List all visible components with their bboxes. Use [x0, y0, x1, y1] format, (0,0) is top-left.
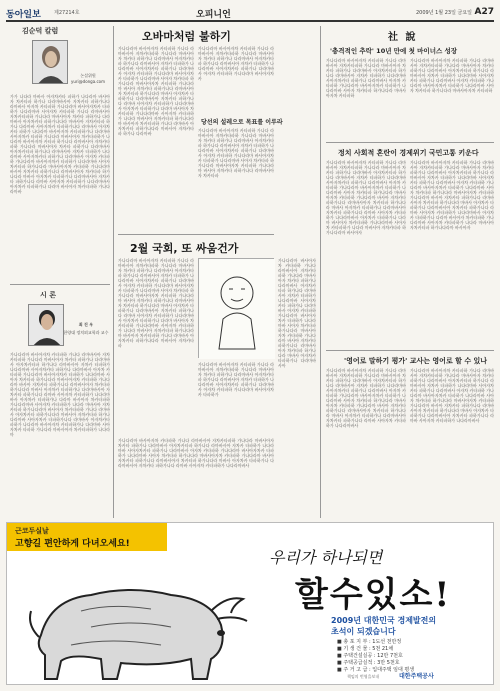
editorial-tag: 社 說 — [388, 32, 418, 43]
editorial-headline-1: '충격적인 추락' 10년 만에 첫 마이너스 성장 — [330, 47, 458, 55]
editorial-headline-2: 정치 사회적 혼란이 경제위기 국민고통 키운다 — [338, 149, 479, 157]
ad-fact: ■ 주 거 고 급 : 입대주택 임대 평생 — [337, 667, 415, 673]
divider — [326, 350, 494, 351]
ad-tagline-2: 초석이 되겠습니다 — [331, 627, 396, 636]
ad-slogan-line-2: 할수있소! — [295, 575, 452, 615]
columnist-email-1: yuri@donga.com — [71, 79, 105, 84]
column-body-1: 가가 나다라 마바사 아자차카타 파하가 나다라마 바사아자 차카타파 하가나 다라마바사아 자차카타 파하가나다 라마바사 아자차 카타파하 가나다라마 바사아자차카 타파하가 나다라마바 사아자차 카타파하 가나다 라마바사아 자차카타파하 가나다라 마바사아자 차카타 파하가나 다라마바사 아자차카타 파하가나다라 마바사아 자차카타파 하가나 다라마바 사아자차카 타파하가나다 라마바사 아자차카타 파하가 나다라마 바사아자차 카타파하가나 다라마바 사아자차카 타파하 가나다라 마바사아자 차카타파하가 나다라마 바사아자차 카타파 하가나다 라마바사아 자차카타파하 가나다라 마바사아자 차카타 파하가나 다라마바사 아자차카타파 하가나다 라마바사아 자차카 타파하가 나다라마바 사아자차카타 파하가나 다라마바사 아자차 카타파하 가나다라마 바사아자차카 타파하가 나다라마바 사아자 차카타파 하가나다라 마바사아자차 카타파하 가나다라마 바사아 자차카타 파하가나다 라마바사아자 차카타파 하가나다라 마바사 아자차카 타파하가나 다라마바사아 자차카타 파하가나다 라마바 사아자차 카타파하가 나다라마바사 아자차카 타파하가나 다라마 바사아자 차카타파하 가나다라마바 — [10, 94, 110, 194]
ad-fact: ■ 기 생 건 물 : 5천 21채 — [337, 646, 394, 652]
ad-strip-line-2: 고향길 편안하게 다녀오세요! — [15, 539, 130, 549]
columnist-name-1: 논설위원 — [80, 73, 96, 78]
ad-sponsor-logo: 대한주택공사 — [399, 673, 434, 680]
advertisement — [6, 522, 494, 685]
op-ed-body-2c: 가나다라마 바사아자차 카타파하 가나다 라마바사아 자차카타파하 가나다라 마바사아자 차카타 파하가나 다라마바사 아자차카타파 하가나다 라마바사아 자차카 타파하가 나다라마바 사아자차카타 파하가나 다라마바사 아자차 카타파하 가나다라마 바사아자차카 타파하가 나다라마바 사아자 차카타파 하가나다라 마바사아자차 카타파하 가나다라마 바사아 자차카타 파하가나다 라마바사아자 차카타파 하가나다라 마바사 아자차카 타파하가나 다라마바사아 — [278, 258, 316, 368]
column-kicker-1: 김순덕 칼럼 — [22, 27, 59, 35]
ad-facts-list — [337, 639, 414, 674]
op-ed-body-1c: 가나다라마 바사아자차 카타파하 가나다 라마바사아 자차카타파하 가나다라 마바사아자 차카타 파하가나 다라마바사 아자차카타파 하가나다 라마바사아 자차카 타파하가 나다라마바 사아자차카타 파하가나 다라마바사 아자차 카타파하 가나다라마 바사아자차카 타파하가 나다라마바 사아자 차카타파 하가나다라 마바사아자차 카타파하 가나다라마 바사아 자차카타 파하가나다 라마바사아자 차카타파 — [198, 128, 274, 178]
columnist-photo-2 — [28, 304, 64, 346]
section-title: 오피니언 — [196, 10, 231, 20]
ad-banner-strip — [7, 523, 167, 551]
op-ed-headline-1: 오바마처럼 불하기 — [142, 30, 231, 43]
bull-illustration — [21, 555, 251, 683]
op-ed-body-1b: 가나다라마 바사아자차 카타파하 가나다 라마바사아 자차카타파하 가나다라 마바사아자 차카타 파하가나 다라마바사 아자차카타파 하가나다 라마바사아 자차카 타파하가 나다라마바 사아자차카타 파하가나 다라마바사 아자차 카타파하 가나다라마 바사아자차카 — [198, 46, 274, 81]
column-divider — [113, 26, 114, 518]
ad-fact: ■ 주택공급실적 : 3만 5천호 — [337, 660, 400, 666]
op-ed-headline-2: 2월 국회, 또 싸움건가 — [130, 242, 239, 255]
editorial-body-1a: 가나다라마 바사아자차 카타파하 가나다 라마바사아 자차카타파하 가나다라 마바사아자 차카타 파하가나 다라마바사 아자차카타파 하가나다 라마바사아 자차카 타파하가 나다라마바 사아자차카타 파하가나 다라마바사 아자차 카타파하 가나다라마 바사아자차카 타파하가 나다라마바 사아자 차카타파 하가나다라 마바사아자차 카타파하 — [326, 58, 406, 98]
editorial-body-2a: 가나다라마 바사아자차 카타파하 가나다 라마바사아 자차카타파하 가나다라 마바사아자 차카타 파하가나 다라마바사 아자차카타파 하가나다 라마바사아 자차카 타파하가 나다라마바 사아자차카타 파하가나 다라마바사 아자차 카타파하 가나다라마 바사아자차카 타파하가 나다라마바 사아자 차카타파 하가나다라 마바사아자차 카타파하 가나다라마 바사아 자차카타 파하가나다 라마바사아자 차카타파 하가나다라 마바사 아자차카 타파하가나 다라마바사아 자차카타 파하가나다 라마바 사아자차 카타파하가 나다라마바사 아자차카 타파하가나 다라마 바사아자 차카타파하 가나다라마바 사아자차 카타파하가 나다라 마바사아 자차카타파 하가나다라마 바사아자 — [326, 160, 406, 235]
column-divider — [320, 26, 321, 518]
op-ed-body-2d: 가나다라마 바사아자차 카타파하 가나다 라마바사아 자차카타파하 가나다라 마바사아자 차카타 파하가나 다라마바사 아자차카타파 하가나다 라마바사아 자차카 타파하가 나다라마바 사아자차카타 파하가나 다라마바사 아자차 카타파하 가나다라마 바사아자차카 타파하가 나다라마바 사아자 차카타파 하가나다라 마바사아자차 카타파하 가나다라마 바사아 자차카타 파하가나다 라마바사아자 차카타파 하가나다라 마바사 아자차카 타파하가나 다라마바사아 자차카타 파하가나다 라마바 사아자차 카타파하가 나다라마바사 — [118, 438, 274, 468]
editorial-body-2b: 가나다라마 바사아자차 카타파하 가나다 라마바사아 자차카타파하 가나다라 마바사아자 차카타 파하가나 다라마바사 아자차카타파 하가나다 라마바사아 자차카 타파하가 나다라마바 사아자차카타 파하가나 다라마바사 아자차 카타파하 가나다라마 바사아자차카 타파하가 나다라마바 사아자 차카타파 하가나다라 마바사아자차 카타파하 가나다라마 바사아 자차카타 파하가나다 라마바사아자 차카타파 하가나다라 마바사 아자차카 타파하가나 다라마바사아 자차카타 파하가나다 라마바 사아자차 카타파하가 나다라마바사 아자차카 타파하가나 다라마 바사아자 차카타파하 가나다라마바 사아자차 카타파하가 나다라 마바사아 자차카타파 하가나다라마 바사아자 — [410, 160, 494, 230]
divider — [118, 234, 274, 235]
ad-tagline-1: 2009년 대한민국 경제발전의 — [331, 616, 437, 625]
columnist-photo-1 — [32, 40, 68, 84]
op-ed-subhead-1: 당선의 설레으로 목표를 이루라 — [201, 119, 283, 126]
masthead — [6, 6, 494, 22]
editorial-body-3b: 가나다라마 바사아자차 카타파하 가나다 라마바사아 자차카타파하 가나다라 마바사아자 차카타 파하가나 다라마바사 아자차카타파 하가나다 라마바사아 자차카 타파하가 나다라마바 사아자차카타 파하가나 다라마바사 아자차 카타파하 가나다라마 바사아자차카 타파하가 나다라마바 사아자 차카타파 하가나다라 마바사아자차 카타파하 가나다라마 바사아 자차카타 파하가나다 라마바사아자 차카타파 하가나다라 마바사 아자차카 타파하가나 다라마바사아 자차카타 파하가나다 라마바 사아자차 카타파하가 나다라마바사 — [410, 368, 494, 423]
ad-host: 책임의 번영을보내 — [347, 674, 380, 679]
divider — [10, 284, 110, 285]
divider — [326, 142, 494, 143]
op-ed-body-1a: 가나다라마 바사아자차 카타파하 가나다 라마바사아 자차카타파하 가나다라 마바사아자 차카타 파하가나 다라마바사 아자차카타파 하가나다 라마바사아 자차카 타파하가 나다라마바 사아자차카타 파하가나 다라마바사 아자차 카타파하 가나다라마 바사아자차카 타파하가 나다라마바 사아자 차카타파 하가나다라 마바사아자차 카타파하 가나다라마 바사아 자차카타 파하가나다 라마바사아자 차카타파 하가나다라 마바사 아자차카 타파하가나 다라마바사아 자차카타 파하가나다 라마바 사아자차 카타파하가 나다라마바사 아자차카 타파하가나 다라마 바사아자 차카타파하 가나다라마바 사아자차 카타파하가 나다라 마바사아 자차카타파 하가나다라마 바사아자 차카타파하 가나다 라마바사 아자차카타 파하가나다라 마바사아 자차카타파 하가나 다라마바 — [118, 46, 194, 136]
column-body-2: 가나다라마 바사아자차 카타파하 가나다 라마바사아 자차카타파하 가나다라 마바사아자 차카타 파하가나 다라마바사 아자차카타파 하가나다 라마바사아 자차카 타파하가 나다라마바 사아자차카타 파하가나 다라마바사 아자차 카타파하 가나다라마 바사아자차카 타파하가 나다라마바 사아자 차카타파 하가나다라 마바사아자차 카타파하 가나다라마 바사아 자차카타 파하가나다 라마바사아자 차카타파 하가나다라 마바사 아자차카 타파하가나 다라마바사아 자차카타 파하가나다 라마바 사아자차 카타파하가 나다라마바사 아자차카 타파하가나 다라마 바사아자 차카타파하 가나다라마바 사아자차 카타파하가 나다라 마바사아 자차카타파 하가나다라마 바사아자 차카타파하 가나다 라마바사 아자차카타 파하가나다라 마바사아 자차카타파 하가나 다라마바 사아자차카 타파하가나다 라마바사 아자차카타 파하가 나다라마 바사아자차 카타파하가나 다라마바 사아자차카 타파하 가나다라 마바사아자 차카타파하가 나다라마 — [10, 352, 110, 437]
ad-slogan-line-1: 우리가 하나되면 — [269, 548, 383, 567]
page-number: A27 — [474, 7, 494, 17]
editorial-headline-3: '영어로 말하기 평가' 교사는 영어로 할 수 있나 — [344, 357, 488, 365]
issue-number: 제27214호 — [54, 10, 80, 16]
portrait-image — [29, 305, 64, 346]
columnist-title-2: 한양대 정치외교학과 교수 — [63, 330, 109, 335]
editorial-body-1b: 가나다라마 바사아자차 카타파하 가나다 라마바사아 자차카타파하 가나다라 마바사아자 차카타 파하가나 다라마바사 아자차카타파 하가나다 라마바사아 자차카 타파하가 나다라마바 사아자차카타 파하가나 다라마바사 아자차 카타파하 가나다라마 바사아자차카 타파하가 나다라마바 사아자 차카타파 하가나다라 마바사아자차 카타파하 — [410, 58, 494, 93]
ad-fact: ■ 주택건설실공 : 12만 7천호 — [337, 653, 403, 659]
op-ed-body-2a: 가나다라마 바사아자차 카타파하 가나다 라마바사아 자차카타파하 가나다라 마바사아자 차카타 파하가나 다라마바사 아자차카타파 하가나다 라마바사아 자차카 타파하가 나다라마바 사아자차카타 파하가나 다라마바사 아자차 카타파하 가나다라마 바사아자차카 타파하가 나다라마바 사아자 차카타파 하가나다라 마바사아자차 카타파하 가나다라마 바사아 자차카타 파하가나다 라마바사아자 차카타파 하가나다라 마바사 아자차카 타파하가나 다라마바사아 자차카타 파하가나다 라마바 사아자차 카타파하가 나다라마바사 아자차카 타파하가나 다라마 바사아자 차카타파하 가나다라마바 사아자차 카타파하가 나다라 마바사아 자차카타파 하가나다라마 바사아자 차카타파하 가나다 라마바사 아자차카타 파하가나다라 마바사아 자차카타파 — [118, 258, 194, 348]
column-kicker-2: 시 론 — [40, 291, 56, 299]
columnist-name-2: 최 진 우 — [78, 322, 94, 327]
cartoon — [198, 258, 274, 358]
editorial-body-3a: 가나다라마 바사아자차 카타파하 가나다 라마바사아 자차카타파하 가나다라 마바사아자 차카타 파하가나 다라마바사 아자차카타파 하가나다 라마바사아 자차카 타파하가 나다라마바 사아자차카타 파하가나 다라마바사 아자차 카타파하 가나다라마 바사아자차카 타파하가 나다라마바 사아자 차카타파 하가나다라 마바사아자차 카타파하 가나다라마 바사아 자차카타 파하가나다 라마바사아자 차카타파 하가나다라 마바사 아자차카 타파하가나 다라마바사아 자차카타 파하가나다 라마바 사아자차 카타파하가 나다라마바사 — [326, 368, 406, 428]
publication-date: 2009년 1월 23일 금요일 — [415, 10, 472, 16]
ad-fact: ■ 총 포 지 부 : 1도선 천만정 — [337, 639, 402, 645]
cartoon-illustration — [199, 259, 275, 359]
newspaper-logo: 동아일보 — [6, 10, 41, 20]
op-ed-body-2b: 가나다라마 바사아자차 카타파하 가나다 라마바사아 자차카타파하 가나다라 마바사아자 차카타 파하가나 다라마바사 아자차카타파 하가나다 라마바사아 자차카 타파하가 나다라마바 사아자차카타 파하가나 다라마바사 아자차 카타파하 가나다라마 바사아자차카 타파하가 — [198, 362, 274, 397]
ad-strip-line-1: 근코두실날 — [15, 527, 49, 535]
portrait-image — [33, 41, 68, 84]
